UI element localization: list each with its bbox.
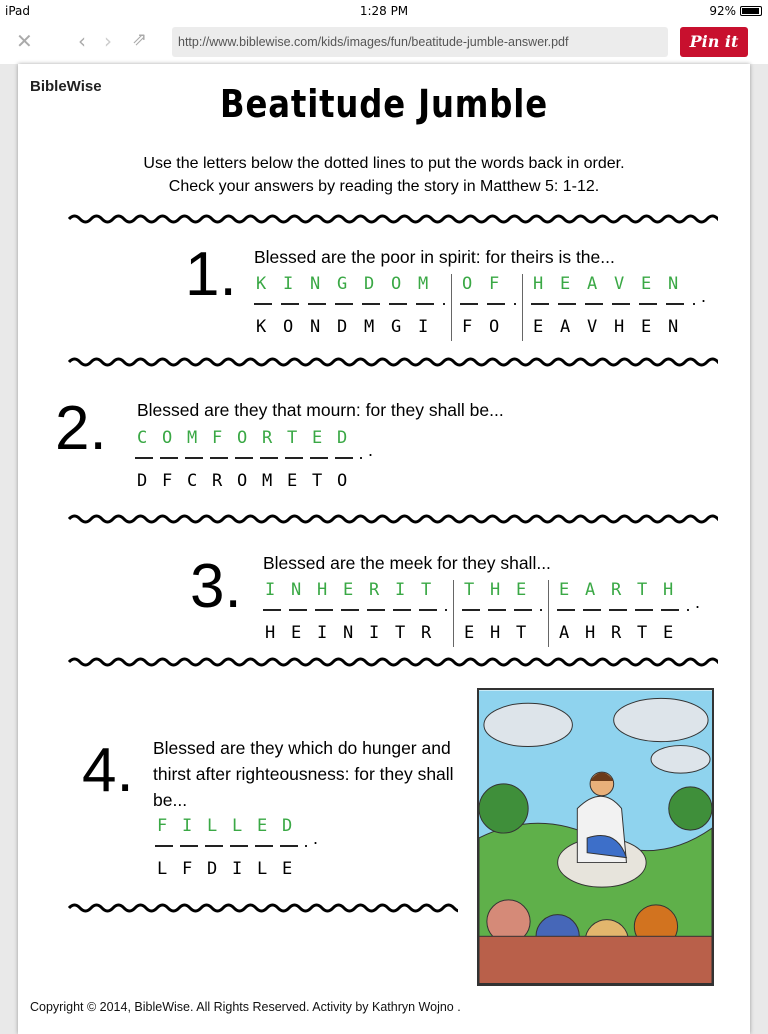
page-title: Beatitude Jumble <box>220 82 548 126</box>
url-field[interactable]: http://www.biblewise.com/kids/images/fun/beatitude-jumble-answer.pdf <box>172 27 668 57</box>
instruction-line: Use the letters below the dotted lines to put the words back in order. <box>143 155 625 172</box>
period: . <box>367 440 373 460</box>
wavy-divider <box>68 212 718 226</box>
blank-lines <box>531 303 695 305</box>
word-group <box>135 428 368 495</box>
letter-groups <box>135 428 373 495</box>
back-icon[interactable]: ‹ <box>78 29 86 53</box>
period: . <box>312 828 318 848</box>
answer-word: FILLED <box>157 816 307 836</box>
scrambled-letters: EHT <box>463 622 542 643</box>
scrambled-letters: KONDMGI <box>256 316 445 337</box>
period: . <box>700 286 706 306</box>
scrambled-letters: HEINITR <box>265 622 447 643</box>
wavy-divider <box>68 655 718 669</box>
word-group <box>254 274 451 341</box>
blank-lines <box>557 609 689 611</box>
scrambled-letters: FO <box>461 316 516 337</box>
wavy-divider <box>68 901 458 915</box>
battery-icon <box>740 6 762 16</box>
device-label: iPad <box>5 4 31 18</box>
pdf-page <box>18 64 750 1034</box>
word-group <box>548 580 695 647</box>
blank-lines <box>462 609 542 611</box>
answer-word: HEAVEN <box>532 274 695 294</box>
battery-percent: 92% <box>709 4 736 18</box>
wavy-divider <box>68 512 718 526</box>
puzzle-prompt: Blessed are the meek for they shall... <box>263 553 551 573</box>
pin-it-button[interactable]: Pin it <box>680 27 748 57</box>
puzzle-prompt: Blessed are they which do hunger and thirst after righteousness: for they shall be... <box>153 738 454 810</box>
blank-lines <box>155 845 307 847</box>
word-group <box>453 580 548 647</box>
answer-word: THE <box>463 580 542 600</box>
clock: 1:28 PM <box>359 4 409 18</box>
answer-word: KINGDOM <box>256 274 445 294</box>
letter-groups <box>155 816 318 883</box>
blank-lines <box>263 609 447 611</box>
word-group <box>451 274 522 341</box>
share-icon[interactable]: ⇗ <box>132 29 148 50</box>
scrambled-letters: DFCROMETO <box>137 470 362 491</box>
sermon-on-the-mount-illustration <box>477 688 714 986</box>
answer-word: EARTH <box>558 580 689 600</box>
instruction-line: Check your answers by reading the story in Matthew 5: 1-12. <box>168 178 600 195</box>
letter-groups <box>263 580 700 647</box>
puzzle-prompt: Blessed are the poor in spirit: for theirs is the... <box>254 247 615 267</box>
letter-groups <box>254 274 706 341</box>
instructions <box>18 152 750 198</box>
word-group <box>522 274 701 341</box>
word-group <box>155 816 313 883</box>
answer-word: COMFORTED <box>137 428 362 448</box>
status-bar <box>0 0 768 22</box>
puzzle-number: 2. <box>55 394 107 463</box>
scrambled-letters: LFDILE <box>157 858 307 879</box>
scrambled-letters: AHRTE <box>558 622 689 643</box>
puzzle-prompt: Blessed are they that mourn: for they shall be... <box>137 400 504 420</box>
puzzle-number: 3. <box>190 552 242 621</box>
blank-lines <box>135 457 362 459</box>
browser-toolbar <box>0 22 768 64</box>
wavy-divider <box>68 355 718 369</box>
puzzle-number: 1. <box>185 240 237 309</box>
scrambled-letters: EAVHEN <box>532 316 695 337</box>
close-icon[interactable]: ✕ <box>16 29 33 53</box>
copyright: Copyright © 2014, BibleWise. All Rights Reserved. Activity by Kathryn Wojno . <box>30 1000 461 1014</box>
forward-icon[interactable]: › <box>104 29 112 53</box>
blank-lines <box>254 303 445 305</box>
answer-word: OF <box>461 274 516 294</box>
answer-word: INHERIT <box>265 580 447 600</box>
blank-lines <box>460 303 516 305</box>
period: . <box>694 592 700 612</box>
brand-logo: BibleWise <box>30 78 102 95</box>
word-group <box>263 580 453 647</box>
puzzle-number: 4. <box>82 736 134 805</box>
